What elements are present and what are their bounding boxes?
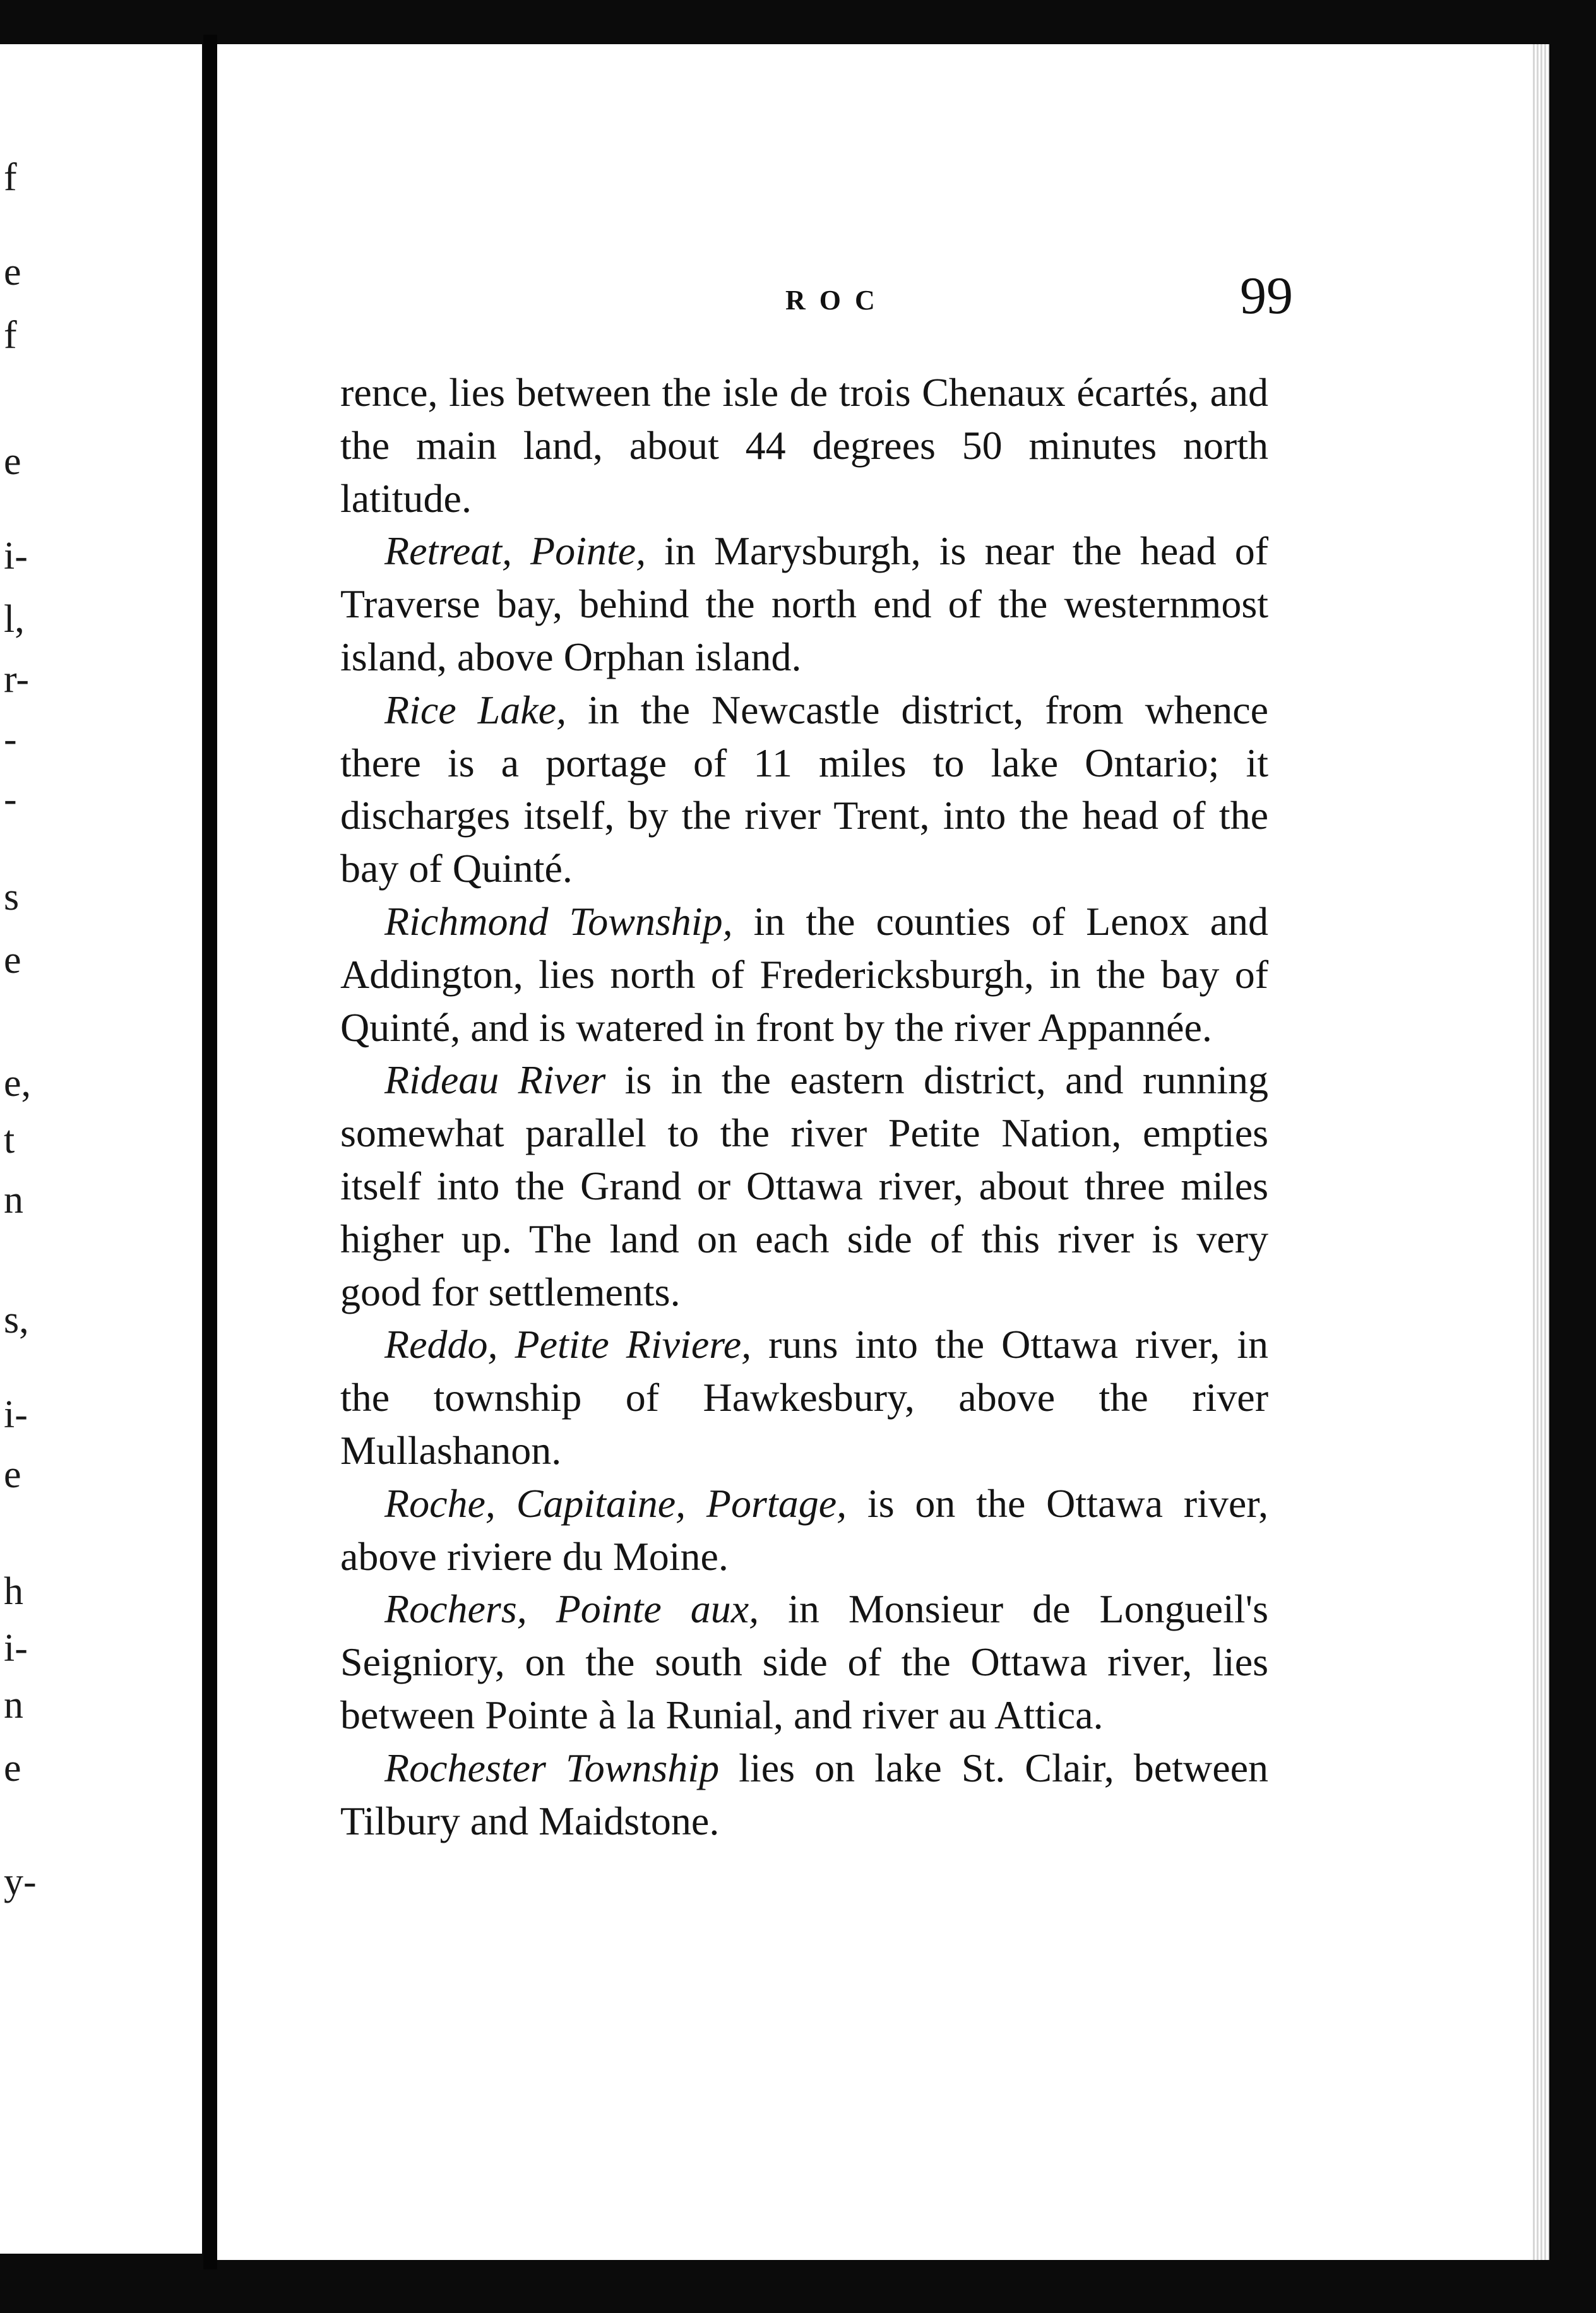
running-head: ROC: [785, 285, 889, 316]
entry-text: is on the Ottawa river, above riviere du Moine.: [340, 1480, 1269, 1579]
entry-text: in Marysburgh, is near the head of Traverse bay, behind the north end of the westernmost island, above Orphan island.: [340, 528, 1269, 679]
entry-text: rence, lies between the isle de trois Chenaux écartés, and the main land, about 44 degrees 50 minutes north latitude.: [340, 370, 1268, 521]
facing-page-fragment: y-: [4, 1860, 37, 1903]
facing-page-fragment: r-: [4, 658, 30, 701]
entry-reddo-petite-riviere: [340, 1318, 1268, 1477]
entry-roche-capitaine: [340, 1477, 1268, 1583]
entry-headword: Rochester Township: [384, 1745, 720, 1790]
facing-page-fragment: n: [4, 1179, 23, 1222]
book-page: [217, 44, 1549, 2260]
facing-page-fragment: i-: [4, 1393, 28, 1436]
facing-page-fragment: e: [4, 1747, 21, 1790]
page-number: 99: [1240, 266, 1293, 325]
entry-headword: Retreat, Pointe,: [384, 528, 646, 574]
facing-page-fragment: s,: [4, 1299, 29, 1341]
entry-text: in the counties of Lenox and Addington, lies north of Fredericksburgh, in the bay of Quinté, and is watered in front by the river Appannée.: [340, 898, 1269, 1050]
facing-page-fragment: e: [4, 440, 21, 483]
facing-page-fragment: i-: [4, 1627, 28, 1670]
facing-page-fragment: n: [4, 1684, 23, 1727]
entry-headword: Rideau River: [384, 1057, 606, 1103]
entry-text: is in the eastern district, and running somewhat parallel to the river Petite Nation, empties itself into the Grand or Ottawa river, about three miles higher up. The land on each side of this river is very good for settlements.: [340, 1057, 1268, 1314]
entry-headword: Rochers, Pointe aux,: [384, 1586, 759, 1632]
entry-rochers-pointe-aux: [340, 1583, 1268, 1741]
facing-page-fragment: s: [4, 876, 20, 919]
entry-rochester-township: [340, 1742, 1268, 1848]
entry-rice-lake: [340, 684, 1268, 895]
facing-page-fragment: l,: [4, 598, 25, 641]
entry-retreat-pointe: [340, 525, 1268, 683]
page-header: [217, 234, 1549, 335]
facing-page-fragment: t: [4, 1119, 15, 1162]
entry-richmond-township: [340, 895, 1268, 1054]
facing-page: [0, 44, 202, 2254]
entry-text: in Monsieur de Longueil's Seigniory, on the south side of the Ottawa river, lies between Pointe à la Runial, and river au Attica.: [340, 1586, 1268, 1737]
entry-rideau-river: [340, 1054, 1268, 1318]
facing-page-fragment: f: [4, 314, 17, 357]
facing-page-fragment: e: [4, 939, 21, 982]
entry-headword: Richmond Township,: [384, 898, 733, 944]
entry-text: in the Newcastle district, from whence there is a portage of 11 miles to lake Ontario; it discharges itself, by the river Trent, into the head of the bay of Quinté.: [340, 687, 1269, 891]
facing-page-fragment: h: [4, 1570, 23, 1613]
entry-headword: Reddo, Petite Riviere,: [384, 1322, 752, 1367]
entry-headword: Rice Lake,: [384, 687, 567, 732]
entry-headword: Roche, Capitaine, Portage,: [384, 1480, 847, 1526]
page-edge: [1533, 44, 1549, 2260]
facing-page-fragment: e: [4, 251, 21, 294]
facing-page-fragment: f: [4, 156, 17, 199]
facing-page-fragment: e: [4, 1453, 21, 1496]
entry-continuation: [340, 366, 1268, 525]
entry-text: runs into the Ottawa river, in the township of Hawkesbury, above the river Mullashanon.: [340, 1322, 1269, 1473]
facing-page-fragment: i-: [4, 535, 28, 578]
gazetteer-text: [340, 366, 1268, 1847]
book-gutter: [203, 35, 217, 2269]
facing-page-fragment: -: [4, 778, 17, 821]
facing-page-fragment: e,: [4, 1062, 32, 1105]
entry-text: lies on lake St. Clair, between Tilbury and Maidstone.: [340, 1745, 1269, 1843]
facing-page-fragment: -: [4, 718, 17, 761]
